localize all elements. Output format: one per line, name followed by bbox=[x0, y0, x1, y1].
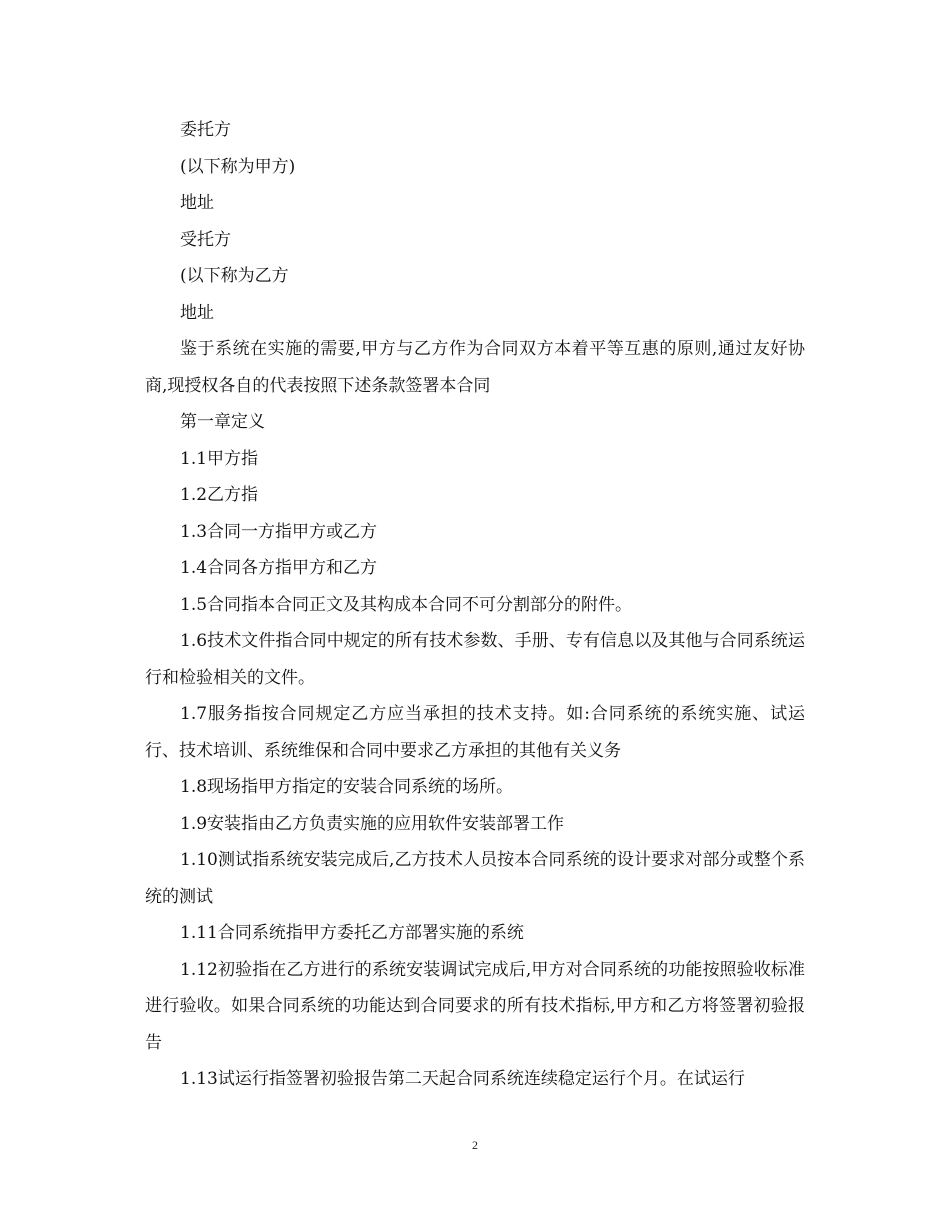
clause-1-11: 1.11合同系统指甲方委托乙方部署实施的系统 bbox=[180, 923, 524, 943]
clause-1-8: 1.8现场指甲方指定的安装合同系统的场所。 bbox=[180, 777, 514, 797]
paragraph-preamble: 鉴于系统在实施的需要,甲方与乙方作为合同双方本着平等互惠的原则,通过友好协商,现授权各自的代表按照下述条款签署本合同 bbox=[145, 339, 805, 396]
paragraph-contractor-alias: (以下称为乙方 bbox=[180, 266, 289, 286]
document-body bbox=[145, 112, 805, 1098]
clause-1-9: 1.9安装指由乙方负责实施的应用软件安装部署工作 bbox=[180, 813, 565, 834]
clause-1-13: 1.13试运行指签署初验报告第二天起合同系统连续稳定运行个月。在试运行 bbox=[180, 1069, 745, 1089]
clause-1-6: 1.6技术文件指合同中规定的所有技术参数、手册、专有信息以及其他与合同系统运行和检验相关的文件。 bbox=[145, 631, 805, 688]
clause-1-1: 1.1甲方指 bbox=[180, 448, 259, 469]
clause-1-7: 1.7服务指按合同规定乙方应当承担的技术支持。如:合同系统的系统实施、试运行、技术培训、系统维保和合同中要求乙方承担的其他有关义务 bbox=[145, 704, 805, 761]
clause-1-4: 1.4合同各方指甲方和乙方 bbox=[180, 558, 378, 578]
clause-1-2: 1.2乙方指 bbox=[180, 485, 259, 505]
paragraph-client-address: 地址 bbox=[180, 193, 214, 213]
clause-1-10: 1.10测试指系统安装完成后,乙方技术人员按本合同系统的设计要求对部分或整个系统的测试 bbox=[145, 850, 805, 907]
paragraph-client-alias: (以下称为甲方) bbox=[180, 156, 296, 177]
paragraph-contractor-address: 地址 bbox=[180, 302, 214, 323]
chapter-heading: 第一章定义 bbox=[180, 412, 265, 432]
clause-1-12: 1.12初验指在乙方进行的系统安装调试完成后,甲方对合同系统的功能按照验收标准进行验收。如果合同系统的功能达到合同要求的所有技术指标,甲方和乙方将签署初验报告 bbox=[145, 959, 805, 1053]
clause-1-5: 1.5合同指本合同正文及其构成本合同不可分割部分的附件。 bbox=[180, 594, 633, 615]
paragraph-client: 委托方 bbox=[180, 120, 231, 140]
clause-1-3: 1.3合同一方指甲方或乙方 bbox=[180, 521, 378, 542]
page-number: 2 bbox=[472, 1138, 478, 1152]
paragraph-contractor: 受托方 bbox=[180, 229, 231, 250]
